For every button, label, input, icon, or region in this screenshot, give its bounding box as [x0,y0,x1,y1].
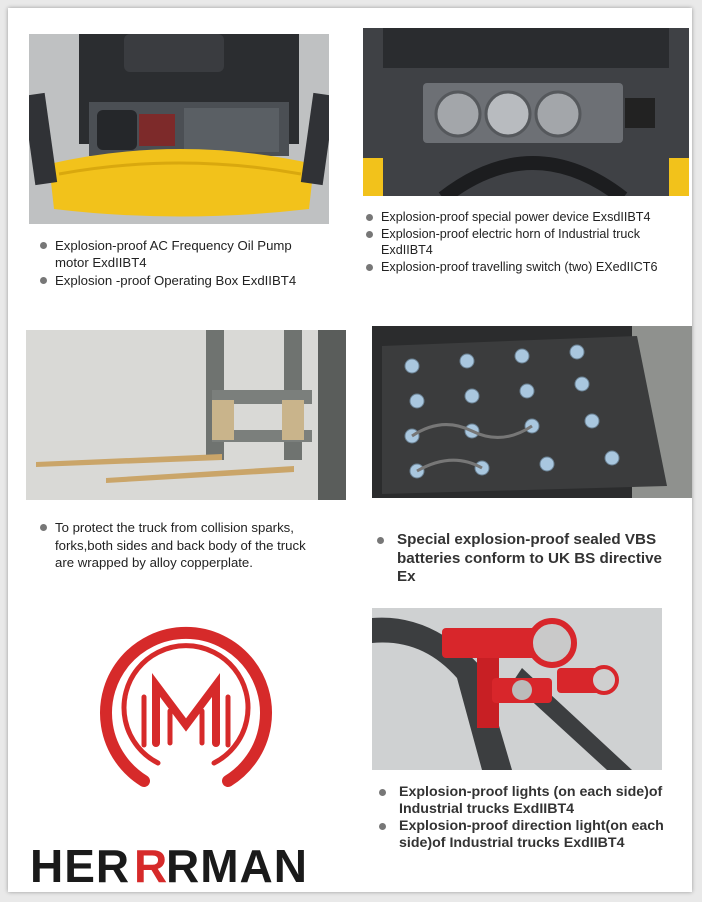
batteries-bullets [377,531,677,587]
bullet-item: Explosion-proof direction light(on each side)of Industrial trucks ExdIIBT4 [379,818,679,851]
svg-text:HER: HER [30,840,131,890]
photo-lights [372,608,662,770]
photo-power-device [363,28,689,196]
bullet-item: Explosion-proof AC Frequency Oil Pump motor ExdIIBT4 [40,237,320,271]
bullet-item: Explosion -proof Operating Box ExdIIBT4 [40,272,320,289]
svg-text:R: R [134,840,168,890]
bullet-item: Explosion-proof special power device ExsdIIBT4 [366,209,686,226]
photo-copperplate [26,330,346,500]
bullet-item: Special explosion-proof sealed VBS batteries conform to UK BS directive Ex [377,531,677,587]
herrman-logo-icon [86,613,286,813]
bullet-item: Explosion-proof lights (on each side)of Industrial trucks ExdIIBT4 [379,784,679,817]
photo-operating-box [29,34,329,224]
herrman-wordmark [30,840,350,890]
lights-bullets [379,784,679,852]
bullet-item: Explosion-proof travelling switch (two) EXedIICT6 [366,259,686,276]
svg-text:RMAN: RMAN [166,840,308,890]
brochure-page [8,8,692,892]
copperplate-bullets [40,519,310,572]
bullet-item: To protect the truck from collision sparks, forks,both sides and back body of the truck are wrapped by alloy copperplate. [40,519,310,572]
power-device-bullets [366,209,686,275]
photo-batteries [372,326,692,498]
bullet-item: Explosion-proof electric horn of Industrial truck ExdIIBT4 [366,226,686,259]
operating-box-bullets [40,237,320,290]
